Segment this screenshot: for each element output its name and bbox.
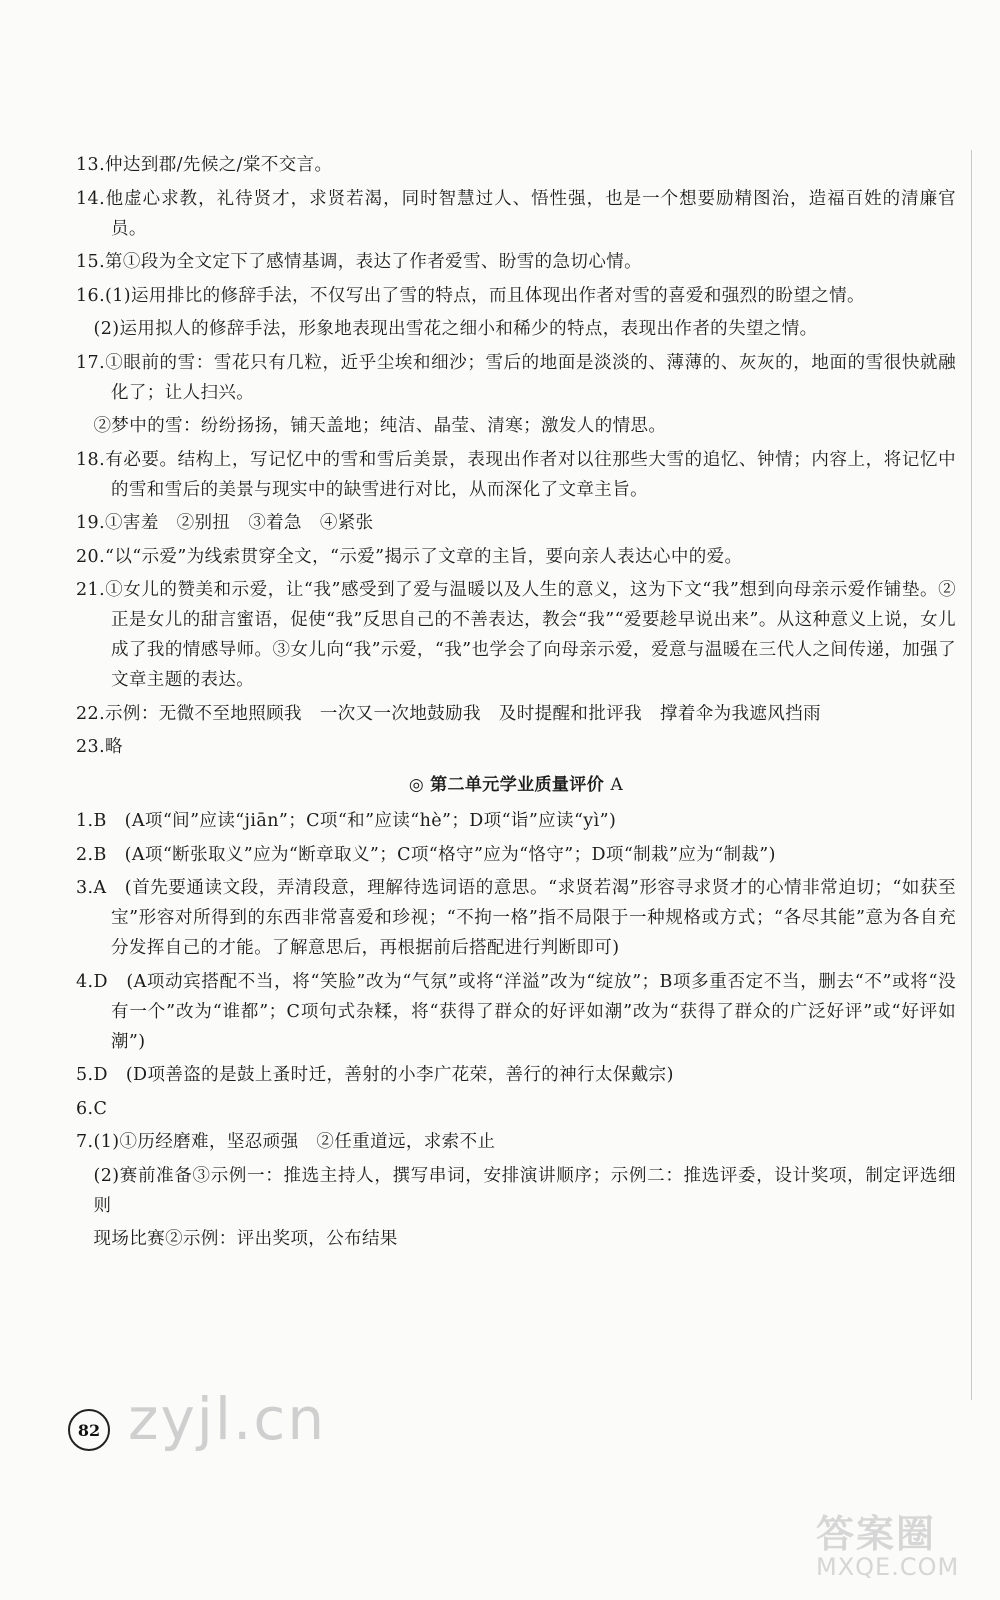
section-title-text: 第二单元学业质量评价 [430,775,605,795]
watermark-logo-en: MXQE.COM [816,1553,960,1581]
answer-item: 4.D (A项动宾搭配不当，将“笑脸”改为“气氛”或将“洋溢”改为“绽放”；B项多重否定不当，删去“不”或将“没有一个”改为“谁都”；C项句式杂糅，将“获得了群众的好评如潮”改为“获得了群众的广泛好评”或“好评如潮”) [76,971,956,1052]
section-heading [76,770,956,800]
answer-item: 1.B (A项“间”应读“jiān”；C项“和”应读“hè”；D项“诣”应读“yì”) [76,811,617,831]
watermark-answer-logo [816,1503,1000,1583]
answer-list-unit-2 [76,806,956,1254]
answer-item: 23.略 [76,737,123,757]
answer-item: 17.①眼前的雪：雪花只有几粒，近乎尘埃和细沙；雪后的地面是淡淡的、薄薄的、灰灰的，地面的雪很快就融化了；让人扫兴。 [76,352,956,403]
answer-item: 19.①害羞 ②别扭 ③着急 ④紧张 [76,513,374,533]
page-number-badge: 82 [68,1409,110,1451]
answer-item: (2)赛前准备③示例一：推选主持人，撰写串词，安排演讲顺序；示例二：推选评委，设计奖项，制定评选细则 [93,1165,956,1216]
answer-item: 13.仲达到郡/先候之/棠不交言。 [76,155,333,175]
answer-item: 2.B (A项“断张取义”应为“断章取义”；C项“格守”应为“恪守”；D项“制栽”应为“制裁”) [76,844,776,865]
answer-item: 21.①女儿的赞美和示爱，让“我”感受到了爱与温暖以及人生的意义，这为下文“我”想到向母亲示爱作铺垫。②正是女儿的甜言蜜语，促使“我”反思自己的不善表达，教会“我”“爱要趁早说出来”。从这种意义上说，女儿成了我的情感导师。③女儿向“我”示爱，“我”也学会了向母亲示爱，爱意与温暖在三代人之间传递，加强了文章主题的表达。 [76,580,956,690]
answer-item: 7.(1)①历经磨难，坚忍顽强 ②任重道远，求索不止 [76,1132,496,1152]
answer-item: (2)运用拟人的修辞手法，形象地表现出雪花之细小和稀少的特点，表现出作者的失望之情。 [93,319,818,339]
answer-item: 5.D (D项善盗的是鼓上蚤时迁，善射的小李广花荣，善行的神行太保戴宗) [76,1065,674,1085]
answer-item: ②梦中的雪：纷纷扬扬，铺天盖地；纯洁、晶莹、清寒；激发人的情思。 [93,416,667,436]
watermark-logo-cn: 答案圈 [816,1512,937,1556]
answer-item: 18.有必要。结构上，写记忆中的雪和雪后美景，表现出作者对以往那些大雪的追忆、钟情；内容上，将记忆中的雪和雪后的美景与现实中的缺雪进行对比，从而深化了文章主旨。 [76,449,956,500]
answer-item: 22.示例：无微不至地照顾我 一次又一次地鼓励我 及时提醒和批评我 撑着伞为我遮风挡雨 [76,703,822,724]
watermark-site-logo: zyjl.cn [128,1385,327,1453]
answer-item: 6.C [76,1098,108,1119]
answer-item: 15.第①段为全文定下了感情基调，表达了作者爱雪、盼雪的急切心情。 [76,252,643,272]
section-marker-icon: ◎ [408,775,425,795]
answer-item: 现场比赛②示例：评出奖项，公布结果 [93,1229,398,1249]
page-edge-divider [971,150,972,1400]
answer-item: 14.他虚心求教，礼待贤才，求贤若渴，同时智慧过人、悟性强，也是一个想要励精图治，造福百姓的清廉官员。 [76,188,956,239]
answer-item: 16.(1)运用排比的修辞手法，不仅写出了雪的特点，而且体现出作者对雪的喜爱和强烈的盼望之情。 [76,285,865,306]
section-title-suffix: A [610,775,624,795]
answer-item: 20.“以“示爱”为线索贯穿全文，“示爱”揭示了文章的主旨，要向亲人表达心中的爱。 [76,546,743,567]
answer-list-unit-1 [76,150,956,762]
answer-content [76,150,956,1258]
page-footer [68,1385,968,1581]
answer-item: 3.A (首先要通读文段，弄清段意，理解待选词语的意思。“求贤若渴”形容寻求贤才的心情非常迫切；“如获至宝”形容对所得到的东西非常喜爱和珍视；“不拘一格”指不局限于一种规格或方式；“各尽其能”意为各自充分发挥自己的才能。了解意思后，再根据前后搭配进行判断即可) [76,878,956,958]
